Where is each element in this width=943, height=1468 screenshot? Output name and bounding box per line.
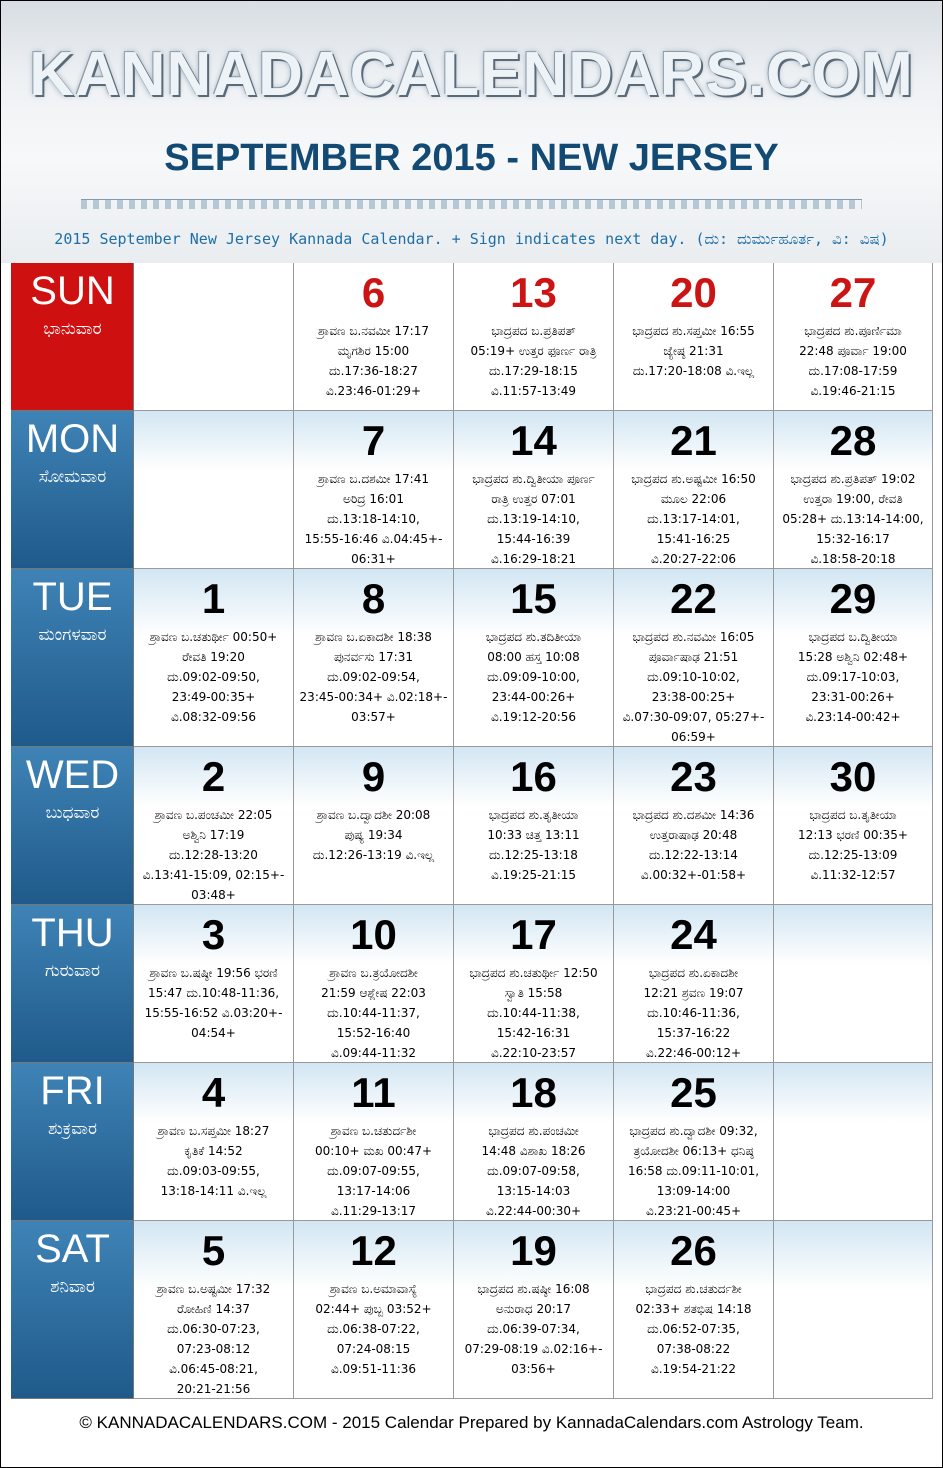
date-cell [454, 747, 614, 905]
panchanga-line: ಪುನರ್ವಸು 17:31 [334, 650, 413, 664]
panchanga-line: ವಿ.23:14-00:42+ [805, 710, 901, 724]
panchanga-line: ವಿ.11:57-13:49 [490, 384, 577, 398]
date-number: 12 [350, 1227, 397, 1274]
panchanga-details [298, 1121, 449, 1221]
panchanga-line: ಭಾದ್ರಪದ ಶು.ದ್ವಿತೀಯಾ ಪೂರ್ಣ [472, 472, 595, 486]
panchanga-line: 02:44+ ಪುಬ್ಬ 03:52+ [315, 1302, 432, 1316]
panchanga-line: ವಿ.23:21-00:45+ [645, 1204, 742, 1218]
panchanga-line: ಶ್ರಾವಣ ಬ.ಏಕಾದಶೀ 18:38 [315, 630, 432, 644]
panchanga-line: ಭಾದ್ರಪದ ಶು.ತೃತೀಯಾ [488, 808, 579, 822]
date-number: 9 [361, 753, 386, 800]
panchanga-details [138, 1121, 289, 1201]
date-cell [294, 905, 454, 1063]
panchanga-line: 13:15-14:03 [496, 1184, 571, 1198]
panchanga-line: 05:28+ ದು.13:14-14:00, [782, 512, 924, 526]
date-number: 23 [670, 753, 717, 800]
date-number: 26 [670, 1227, 717, 1274]
panchanga-line: ಉತ್ತರಾ 19:00, ರೇವತಿ [803, 492, 903, 506]
week-row [11, 569, 933, 747]
panchanga-details [618, 1279, 769, 1379]
panchanga-line: ದು.17:36-18:27 [329, 364, 418, 378]
date-number: 28 [829, 417, 877, 464]
date-number: 29 [829, 575, 877, 622]
panchanga-line: ರಾತ್ರಿ ಉತ್ತರ 07:01 [491, 492, 576, 506]
panchanga-line: ಭಾದ್ರಪದ ಶು.ಚತುರ್ದಶೀ [645, 1282, 742, 1296]
empty-cell [134, 263, 294, 411]
date-number: 20 [670, 269, 717, 316]
panchanga-line: 21:59 ಆಶ್ಲೇಷ 22:03 [321, 986, 426, 1000]
panchanga-line: ದು.12:28-13:20 [169, 848, 258, 862]
site-name: KANNADACALENDARS.COM [29, 40, 914, 109]
panchanga-line: ಶ್ರಾವಣ ಬ.ಅಷ್ಟಮೀ 17:32 [156, 1282, 271, 1296]
date-cell [294, 263, 454, 411]
weekday-name: FRI [40, 1069, 105, 1113]
panchanga-line: ದು.17:08-17:59 [808, 364, 898, 378]
weekday-name-kannada: ಬುಧವಾರ [45, 803, 100, 823]
panchanga-line: 15:42-16:31 [496, 1026, 571, 1040]
panchanga-details [618, 1121, 769, 1221]
panchanga-line: ಭಾದ್ರಪದ ಶು.ಪೂರ್ಣಿಮಾ [804, 324, 902, 338]
panchanga-line: ವಿ.13:41-15:09, 02:15+- [142, 868, 285, 882]
date-number: 7 [361, 417, 386, 464]
panchanga-line: ವಿ.11:32-12:57 [810, 868, 896, 882]
date-cell [454, 905, 614, 1063]
panchanga-line: ದು.17:20-18:08 ವಿ.ಇಲ್ಲ [632, 364, 755, 378]
date-number: 17 [510, 911, 557, 958]
date-cell [134, 1063, 294, 1221]
panchanga-line: 13:18-14:11 ವಿ.ಇಲ್ಲ [160, 1184, 267, 1198]
panchanga-line: ದು.09:02-09:54, [327, 670, 420, 684]
panchanga-line: ರೋಹಿಣಿ 14:37 [176, 1302, 251, 1316]
panchanga-details [778, 805, 928, 885]
panchanga-line: ವಿ.00:32+-01:58+ [640, 868, 747, 882]
panchanga-line: 03:57+ [351, 710, 396, 724]
date-number: 8 [361, 575, 386, 622]
panchanga-details [458, 1121, 609, 1221]
panchanga-line: 12:13 ಭರಣಿ 00:35+ [798, 828, 908, 842]
panchanga-line: ಶ್ರಾವಣ ಬ.ದಶಮೀ 17:41 [318, 472, 429, 486]
weekday-name-kannada: ಸೋಮವಾರ [38, 467, 107, 487]
panchanga-line: ವಿ.07:30-09:07, 05:27+- [622, 710, 765, 724]
date-cell [454, 411, 614, 569]
panchanga-line: 23:38-00:25+ [651, 690, 736, 704]
panchanga-details [618, 469, 769, 569]
panchanga-line: ಭಾದ್ರಪದ ಶು.ಪ್ರತಿಪತ್ 19:02 [790, 472, 916, 486]
panchanga-line: ಅಶ್ವಿನಿ 17:19 [182, 828, 245, 842]
panchanga-line: ದು.10:44-11:38, [487, 1006, 580, 1020]
weekday-header [11, 569, 134, 747]
panchanga-details [458, 805, 609, 885]
weekday-name: TUE [32, 575, 113, 619]
panchanga-line: ವಿ.20:27-22:06 [650, 552, 737, 566]
panchanga-line: 22:48 ಪೂರ್ವಾ 19:00 [799, 344, 907, 358]
panchanga-line: ಶ್ರಾವಣ ಬ.ಸಪ್ತಮೀ 18:27 [157, 1124, 270, 1138]
panchanga-line: 23:49-00:35+ [171, 690, 256, 704]
panchanga-line: ದು.12:25-13:09 [808, 848, 898, 862]
panchanga-line: 13:09-14:00 [656, 1184, 731, 1198]
panchanga-line: 23:44-00:26+ [491, 690, 576, 704]
panchanga-line: ವಿ.06:45-08:21, [169, 1362, 258, 1376]
date-number: 10 [350, 911, 397, 958]
panchanga-line: 15:37-16:22 [656, 1026, 731, 1040]
date-number: 1 [201, 575, 226, 622]
panchanga-line: 03:56+ [511, 1362, 556, 1376]
panchanga-line: ವಿ.08:32-09:56 [170, 710, 257, 724]
panchanga-line: ದು.13:17-14:01, [647, 512, 740, 526]
weekday-header [11, 1063, 134, 1221]
panchanga-line: ವಿ.23:46-01:29+ [325, 384, 422, 398]
panchanga-line: ದು.09:07-09:58, [487, 1164, 580, 1178]
panchanga-line: ಶ್ರಾವಣ ಬ.ದ್ವಾದಶೀ 20:08 [316, 808, 431, 822]
panchanga-line: ವಿ.09:51-11:36 [330, 1362, 417, 1376]
panchanga-line: ದು.09:02-09:50, [167, 670, 260, 684]
weekday-name: SUN [30, 269, 115, 313]
date-cell [134, 905, 294, 1063]
panchanga-line: ಭಾದ್ರಪದ ಶು.ಅಷ್ಟಮೀ 16:50 [631, 472, 756, 486]
panchanga-line: ವಿ.19:12-20:56 [490, 710, 577, 724]
panchanga-details [138, 1279, 289, 1399]
panchanga-line: ವಿ.19:46-21:15 [810, 384, 896, 398]
date-number: 5 [201, 1227, 226, 1274]
date-number: 18 [510, 1069, 557, 1116]
panchanga-line: ಶ್ರಾವಣ ಬ.ಪಂಚಮೀ 22:05 [154, 808, 273, 822]
panchanga-details [778, 321, 928, 401]
panchanga-details [298, 963, 449, 1063]
weekday-name-kannada: ಭಾನುವಾರ [43, 319, 102, 339]
panchanga-details [618, 627, 769, 747]
panchanga-line: ರೇವತಿ 19:20 [182, 650, 245, 664]
panchanga-line: ಶ್ರಾವಣ ಬ.ಷಷ್ಠೀ 19:56 ಭರಣಿ [149, 966, 278, 980]
panchanga-line: ಭಾದ್ರಪದ ಶು.ಪಂಚಮೀ [488, 1124, 579, 1138]
panchanga-line: ಭಾದ್ರಪದ ಶು.ತದಿತೀಯಾ [485, 630, 582, 644]
panchanga-line: ದು.06:39-07:34, [487, 1322, 580, 1336]
weekday-name-kannada: ಮಂಗಳವಾರ [38, 625, 107, 645]
date-cell [614, 569, 774, 747]
panchanga-details [458, 321, 609, 401]
header-banner [1, 1, 942, 263]
weekday-name-kannada: ಗುರುವಾರ [45, 961, 100, 981]
panchanga-line: ತ್ರಯೋದಶೀ 06:13+ ಧನಿಷ್ಠ [633, 1144, 754, 1158]
panchanga-line: ದು.13:18-14:10, [327, 512, 420, 526]
date-cell [294, 569, 454, 747]
date-cell [614, 1063, 774, 1221]
panchanga-line: 07:23-08:12 [176, 1342, 251, 1356]
date-number: 11 [351, 1069, 396, 1116]
week-row [11, 1063, 933, 1221]
date-cell [774, 569, 933, 747]
panchanga-line: 23:45-00:34+ ವಿ.02:18+- [299, 690, 448, 704]
date-number: 19 [510, 1227, 557, 1274]
page-title: SEPTEMBER 2015 - NEW JERSEY [164, 137, 779, 179]
panchanga-line: 16:58 ದು.09:11-10:01, [627, 1164, 760, 1178]
panchanga-line: ವಿ.22:46-00:12+ [645, 1046, 742, 1060]
panchanga-line: 07:24-08:15 [336, 1342, 411, 1356]
weekday-name: WED [25, 753, 120, 797]
panchanga-details [778, 469, 928, 569]
date-cell [294, 411, 454, 569]
panchanga-details [778, 627, 928, 727]
panchanga-line: ದು.06:52-07:35, [647, 1322, 740, 1336]
date-cell [774, 263, 933, 411]
date-cell [454, 1221, 614, 1399]
week-row [11, 411, 933, 569]
date-number: 21 [670, 417, 717, 464]
panchanga-line: 15:44-16:39 [496, 532, 571, 546]
panchanga-details [458, 1279, 609, 1379]
panchanga-line: 07:29-08:19 ವಿ.02:16+- [464, 1342, 603, 1356]
panchanga-line: ವಿ.16:29-18:21 [490, 552, 577, 566]
weekday-header [11, 1221, 134, 1399]
panchanga-line: ಭಾದ್ರಪದ ಶು.ದ್ವಾದಶೀ 09:32, [629, 1124, 758, 1138]
panchanga-line: ಪುಷ್ಯ 19:34 [344, 828, 403, 842]
calendar-grid [11, 263, 933, 1399]
ornamental-divider [81, 199, 862, 212]
date-number: 25 [670, 1069, 717, 1116]
panchanga-line: ದು.10:46-11:36, [647, 1006, 740, 1020]
panchanga-line: ದು.12:26-13:19 ವಿ.ಇಲ್ಲ [312, 848, 435, 862]
panchanga-line: ಶ್ರಾವಣ ಬ.ತ್ರಯೋದಶೀ [329, 966, 418, 980]
date-number: 2 [201, 753, 226, 800]
date-cell [454, 1063, 614, 1221]
panchanga-line: 14:48 ವಿಶಾಖ 18:26 [481, 1144, 586, 1158]
panchanga-line: ಭಾದ್ರಪದ ಶು.ಏಕಾದಶೀ [648, 966, 739, 980]
page-subtitle: 2015 September New Jersey Kannada Calendar. + Sign indicates next day. (ದು: ದುರ್ಮುಹೂರ್ತ, ವಿ: ವಿಷ) [54, 230, 889, 248]
date-number: 30 [829, 753, 877, 800]
panchanga-line: ಸ್ವಾತಿ 15:58 [504, 986, 563, 1000]
panchanga-line: ಪೂರ್ವಾಷಾಢ 21:51 [648, 650, 739, 664]
panchanga-details [618, 321, 769, 381]
panchanga-line: 00:10+ ಮಖ 00:47+ [314, 1144, 433, 1158]
date-cell [294, 1063, 454, 1221]
panchanga-line: 07:38-08:22 [656, 1342, 731, 1356]
divider-pattern [81, 199, 862, 209]
panchanga-line: ವಿ.11:29-13:17 [330, 1204, 417, 1218]
date-number: 15 [510, 575, 557, 622]
empty-cell [134, 411, 294, 569]
panchanga-line: 08:00 ಹಸ್ತ 10:08 [487, 650, 580, 664]
panchanga-line: ವಿ.22:44-00:30+ [485, 1204, 582, 1218]
date-cell [294, 1221, 454, 1399]
date-cell [774, 411, 933, 569]
date-cell [134, 1221, 294, 1399]
panchanga-line: ಭಾದ್ರಪದ ಶು.ಸಪ್ತಮೀ 16:55 [632, 324, 755, 338]
panchanga-line: 15:32-16:17 [816, 532, 890, 546]
weekday-header [11, 905, 134, 1063]
weekday-header [11, 263, 134, 411]
panchanga-line: ದು.13:19-14:10, [487, 512, 580, 526]
panchanga-line: 15:41-16:25 [656, 532, 731, 546]
panchanga-line: ಭಾದ್ರಪದ ಬ.ದ್ವಿತೀಯಾ [808, 630, 898, 644]
panchanga-details [298, 321, 449, 401]
panchanga-line: ಭಾದ್ರಪದ ಬ.ಪ್ರತಿಪತ್ [491, 324, 576, 338]
panchanga-details [138, 627, 289, 727]
panchanga-line: ದು.09:03-09:55, [167, 1164, 260, 1178]
panchanga-line: 15:47 ದು.10:48-11:36, [147, 986, 280, 1000]
panchanga-details [298, 805, 449, 865]
panchanga-details [458, 963, 609, 1063]
date-number: 16 [510, 753, 557, 800]
panchanga-line: ವಿ.09:44-11:32 [330, 1046, 417, 1060]
weekday-header [11, 747, 134, 905]
panchanga-line: 23:31-00:26+ [811, 690, 895, 704]
panchanga-line: 15:55-16:46 ವಿ.04:45+- [304, 532, 443, 546]
date-cell [614, 905, 774, 1063]
panchanga-line: ಭಾದ್ರಪದ ಶು.ನವಮೀ 16:05 [632, 630, 755, 644]
date-cell [614, 1221, 774, 1399]
panchanga-line: ದು.06:38-07:22, [327, 1322, 420, 1336]
weekday-name-kannada: ಶನಿವಾರ [50, 1277, 95, 1297]
panchanga-line: 06:31+ [351, 552, 396, 566]
empty-cell [774, 1221, 933, 1399]
date-cell [134, 747, 294, 905]
panchanga-details [618, 963, 769, 1063]
panchanga-line: 05:19+ ಉತ್ತರ ಫೂರ್ಣ ರಾತ್ರಿ [470, 344, 597, 358]
panchanga-line: ಭಾದ್ರಪದ ಶು.ಷಷ್ಠೀ 16:08 [477, 1282, 590, 1296]
panchanga-line: ದು.12:25-13:18 [489, 848, 578, 862]
panchanga-details [298, 469, 449, 569]
empty-cell [774, 1063, 933, 1221]
panchanga-details [138, 805, 289, 905]
date-number: 6 [361, 269, 386, 316]
weekday-name: MON [25, 417, 120, 461]
panchanga-line: ವಿ.19:54-21:22 [650, 1362, 737, 1376]
panchanga-line: 02:33+ ಶತಭಿಷ 14:18 [635, 1302, 752, 1316]
date-number: 22 [670, 575, 717, 622]
panchanga-details [138, 963, 289, 1043]
panchanga-details [298, 627, 449, 727]
date-cell [614, 411, 774, 569]
panchanga-details [458, 469, 609, 569]
panchanga-line: ಭಾದ್ರಪದ ಶು.ಚತುರ್ಥೀ 12:50 [469, 966, 598, 980]
panchanga-line: ಭಾದ್ರಪದ ಶು.ದಶಮೀ 14:36 [632, 808, 755, 822]
week-row [11, 263, 933, 411]
panchanga-line: ಜ್ಯೇಷ್ಠ 21:31 [663, 344, 724, 358]
date-cell [294, 747, 454, 905]
panchanga-line: 15:55-16:52 ವಿ.03:20+- [144, 1006, 283, 1020]
weekday-name: SAT [35, 1227, 110, 1271]
weekday-name: THU [31, 911, 114, 955]
panchanga-line: ಅನುರಾಧ 20:17 [495, 1302, 572, 1316]
panchanga-line: ದು.06:30-07:23, [167, 1322, 260, 1336]
weekday-name-kannada: ಶುಕ್ರವಾರ [48, 1119, 97, 1139]
panchanga-line: 03:48+ [191, 888, 236, 902]
date-cell [134, 569, 294, 747]
panchanga-line: ದು.10:44-11:37, [327, 1006, 420, 1020]
panchanga-details [618, 805, 769, 885]
date-cell [454, 569, 614, 747]
date-cell [614, 747, 774, 905]
panchanga-line: ಮೂಲ 22:06 [660, 492, 727, 506]
panchanga-line: 04:54+ [191, 1026, 236, 1040]
panchanga-line: ದು.09:17-10:03, [806, 670, 900, 684]
panchanga-line: 20:21-21:56 [176, 1382, 251, 1396]
panchanga-line: 13:17-14:06 [336, 1184, 411, 1198]
footer-credit: © KANNADACALENDARS.COM - 2015 Calendar Prepared by KannadaCalendars.com Astrology Team. [79, 1413, 864, 1432]
weekday-header [11, 411, 134, 569]
date-cell [454, 263, 614, 411]
panchanga-line: ದು.09:10-10:02, [647, 670, 740, 684]
panchanga-line: 10:33 ಚಿತ್ತ 13:11 [487, 828, 580, 842]
panchanga-line: ದು.17:29-18:15 [489, 364, 578, 378]
panchanga-line: ಉತ್ತರಾಷಾಢ 20:48 [649, 828, 738, 842]
date-number: 24 [670, 911, 717, 958]
panchanga-line: ಮೃಗಶಿರ 15:00 [337, 344, 410, 358]
date-number: 27 [829, 269, 877, 316]
date-number: 4 [201, 1069, 226, 1116]
panchanga-line: 15:52-16:40 [336, 1026, 411, 1040]
panchanga-line: 12:21 ಶ್ರವಣ 19:07 [643, 986, 744, 1000]
panchanga-line: ದು.09:09-10:00, [487, 670, 580, 684]
panchanga-line: ಶ್ರಾವಣ ಬ.ಅಮಾವಾಸ್ಯೆ [329, 1282, 418, 1296]
panchanga-details [458, 627, 609, 727]
panchanga-details [298, 1279, 449, 1379]
empty-cell [774, 905, 933, 1063]
week-row [11, 1221, 933, 1399]
panchanga-line: ವಿ.19:25-21:15 [490, 868, 577, 882]
panchanga-line: 06:59+ [671, 730, 716, 744]
panchanga-line: ವಿ.22:10-23:57 [490, 1046, 577, 1060]
date-cell [614, 263, 774, 411]
week-row [11, 747, 933, 905]
panchanga-line: 15:28 ಅಶ್ವಿನಿ 02:48+ [797, 650, 909, 664]
date-number: 14 [510, 417, 557, 464]
panchanga-line: ದು.12:22-13:14 [649, 848, 738, 862]
panchanga-line: ಅರಿದ್ರ 16:01 [343, 492, 404, 506]
panchanga-line: ಕೃತಿಕೆ 14:52 [184, 1144, 243, 1158]
panchanga-line: ಶ್ರಾವಣ ಬ.ಚತುರ್ಥೀ 00:50+ [149, 630, 278, 644]
panchanga-line: ವಿ.18:58-20:18 [810, 552, 896, 566]
date-number: 13 [510, 269, 557, 316]
panchanga-line: ಭಾದ್ರಪದ ಬ.ತೃತೀಯಾ [809, 808, 897, 822]
date-number: 3 [201, 911, 226, 958]
panchanga-line: ಶ್ರಾವಣ ಬ.ಚತುರ್ದಶೀ [330, 1124, 417, 1138]
panchanga-line: ಶ್ರಾವಣ ಬ.ನವಮೀ 17:17 [317, 324, 429, 338]
date-cell [774, 747, 933, 905]
week-row [11, 905, 933, 1063]
panchanga-line: ದು.09:07-09:55, [327, 1164, 420, 1178]
